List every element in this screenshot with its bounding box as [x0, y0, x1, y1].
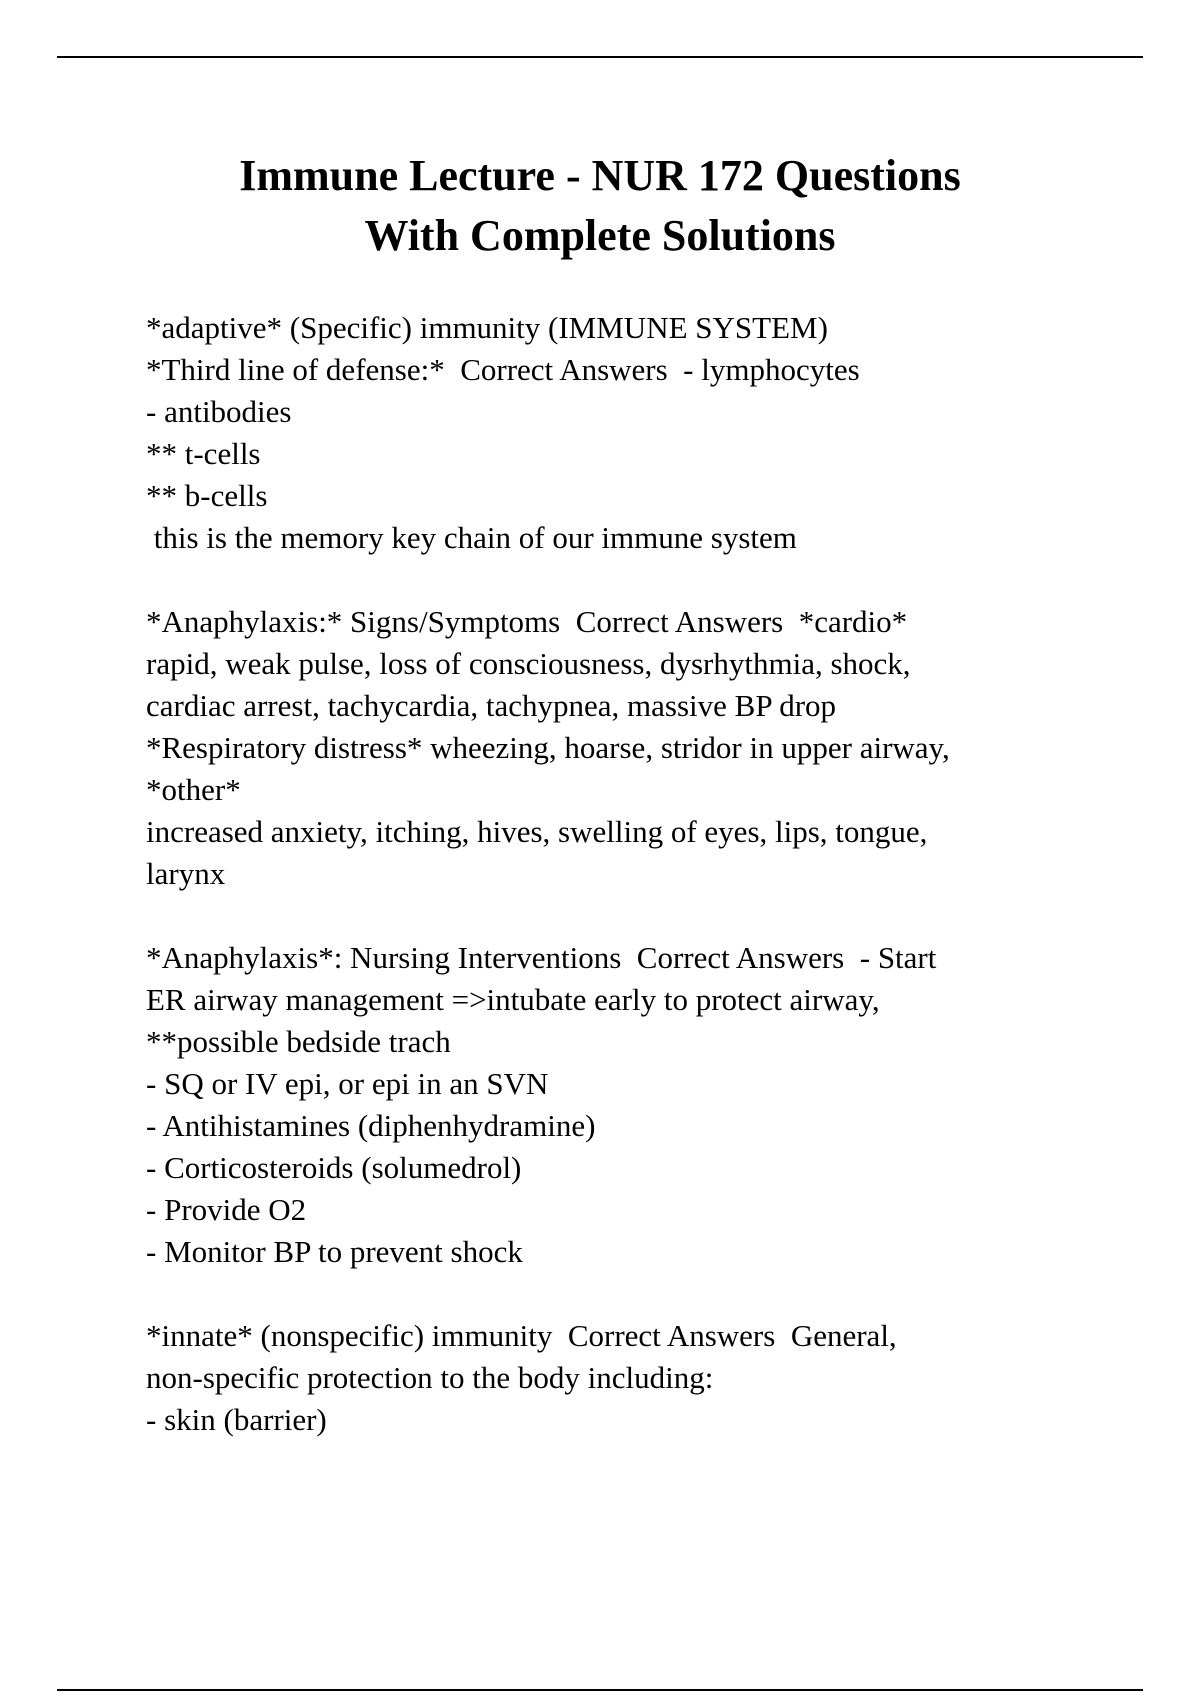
text-line: - Monitor BP to prevent shock	[146, 1234, 523, 1269]
text-line: ER airway management =>intubate early to protect airway,	[146, 982, 880, 1017]
text-line: *Third line of defense:* Correct Answers - lymphocytes	[146, 352, 860, 387]
text-line: *adaptive* (Specific) immunity (IMMUNE SYSTEM)	[146, 310, 828, 345]
text-line: - Provide O2	[146, 1192, 307, 1227]
text-line: this is the memory key chain of our immune system	[146, 520, 797, 555]
text-line: - antibodies	[146, 394, 292, 429]
bottom-rule	[57, 1689, 1143, 1691]
entry-anaphylaxis-signs	[146, 601, 1096, 895]
text-line: - Corticosteroids (solumedrol)	[146, 1150, 522, 1185]
title-line-2: With Complete Solutions	[364, 211, 836, 260]
text-line: **possible bedside trach	[146, 1024, 451, 1059]
title-line-1: Immune Lecture - NUR 172 Questions	[239, 151, 961, 200]
entry-anaphylaxis-interventions	[146, 937, 1096, 1273]
text-line: rapid, weak pulse, loss of consciousness, dysrhythmia, shock,	[146, 646, 911, 681]
top-rule	[57, 56, 1143, 58]
text-line: non-specific protection to the body including:	[146, 1360, 714, 1395]
text-line: increased anxiety, itching, hives, swelling of eyes, lips, tongue,	[146, 814, 928, 849]
text-line: cardiac arrest, tachycardia, tachypnea, massive BP drop	[146, 688, 837, 723]
entry-adaptive-immunity	[146, 307, 1096, 559]
text-line: ** b-cells	[146, 478, 268, 513]
text-line: - SQ or IV epi, or epi in an SVN	[146, 1066, 549, 1101]
text-line: larynx	[146, 856, 226, 891]
entry-innate-immunity	[146, 1315, 1096, 1441]
text-line: *other*	[146, 772, 241, 807]
text-line: - skin (barrier)	[146, 1402, 327, 1437]
text-line: *innate* (nonspecific) immunity Correct Answers General,	[146, 1318, 897, 1353]
text-line: *Anaphylaxis*: Nursing Interventions Correct Answers - Start	[146, 940, 937, 975]
text-line: *Anaphylaxis:* Signs/Symptoms Correct Answers *cardio*	[146, 604, 908, 639]
document-body	[146, 307, 1096, 1483]
text-line: *Respiratory distress* wheezing, hoarse, stridor in upper airway,	[146, 730, 950, 765]
document-title	[100, 146, 1100, 266]
text-line: ** t-cells	[146, 436, 261, 471]
text-line: - Antihistamines (diphenhydramine)	[146, 1108, 596, 1143]
